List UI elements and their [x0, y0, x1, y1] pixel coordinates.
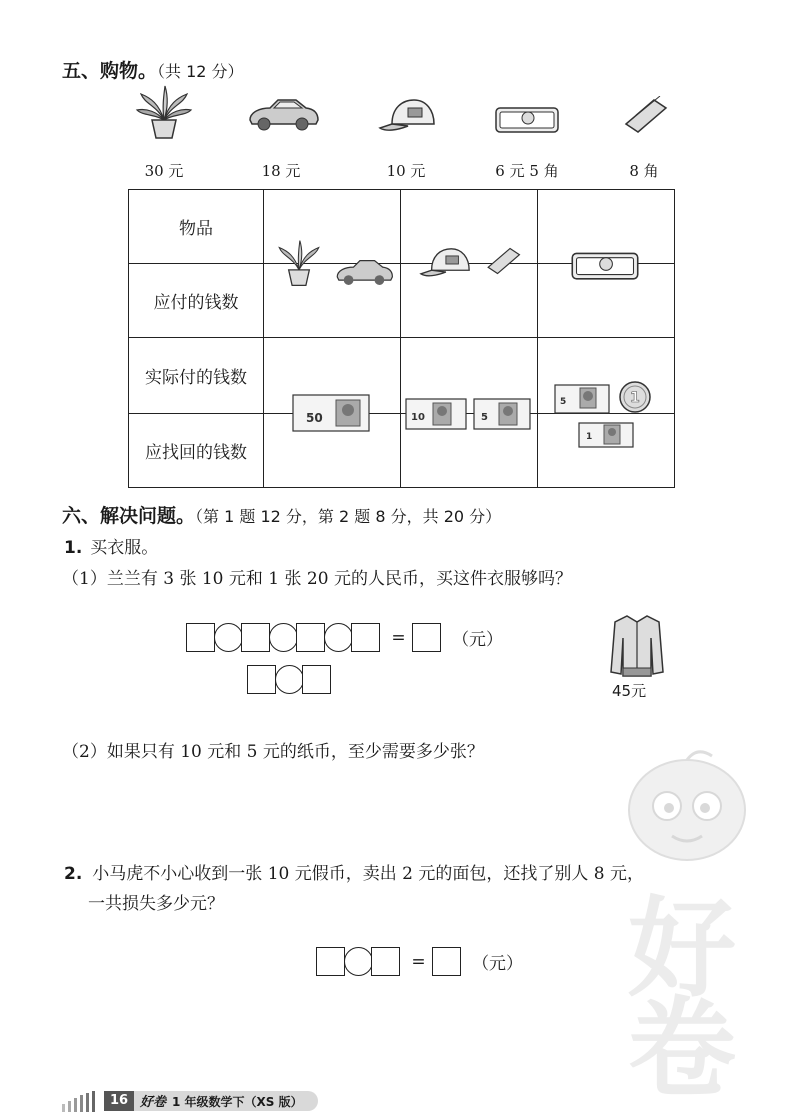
goods-cell-2	[401, 190, 538, 264]
price-eraser: 8 角	[629, 162, 659, 180]
jacket-icon	[609, 612, 665, 678]
shopping-table	[128, 189, 675, 488]
operator-circle[interactable]	[324, 623, 353, 652]
coin-1-icon	[618, 380, 652, 414]
toy-car-icon	[334, 257, 394, 287]
plant-icon	[274, 237, 324, 289]
answer-box[interactable]	[247, 665, 276, 694]
price-plant: 30 元	[144, 162, 184, 180]
section-5-title: 五、购物。	[62, 60, 158, 82]
q2-text-line1: 小马虎不小心收到一张 10 元假币，卖出 2 元的面包，还找了别人 8 元，	[92, 864, 644, 884]
banknote-10-label: 10	[411, 411, 425, 423]
answer-box[interactable]	[241, 623, 270, 652]
result-box[interactable]	[412, 623, 441, 652]
q2-equation	[316, 947, 529, 976]
coin-1-label: 1	[630, 389, 640, 406]
row-label-actually-paid: 实际付的钱数	[129, 338, 264, 414]
eraser-icon	[485, 245, 521, 277]
paid-cell-2	[401, 338, 538, 423]
section-6-title: 六、解决问题。	[62, 505, 196, 527]
q2-number: 2.	[64, 864, 83, 884]
banknote-1-icon	[578, 422, 634, 448]
q1-comparison	[247, 665, 331, 694]
jacket-price: 45元	[612, 682, 647, 700]
paid-cell-1	[264, 338, 401, 425]
price-pencil-case: 6 元 5 角	[495, 162, 559, 180]
cap-icon	[419, 247, 471, 281]
banknote-5-label: 5	[481, 411, 488, 423]
pencil-case-icon	[494, 100, 560, 136]
cap-icon	[378, 98, 436, 136]
q2-line2: 一共损失多少元？	[88, 894, 224, 914]
goods-cell-1	[264, 190, 401, 264]
answer-box[interactable]	[316, 947, 345, 976]
unit-label: （元）	[452, 630, 504, 650]
watermark-char-2: 卷	[628, 987, 737, 1112]
page-number: 16	[104, 1091, 134, 1111]
banknote-5-small-label: 5	[560, 396, 567, 407]
result-box[interactable]	[432, 947, 461, 976]
answer-box[interactable]	[302, 665, 331, 694]
q2-line1	[64, 859, 644, 884]
unit-label: （元）	[472, 954, 524, 974]
operator-circle[interactable]	[269, 623, 298, 652]
pencil-case-icon	[570, 245, 640, 283]
section-6-heading	[62, 501, 501, 528]
section-6-score: （第 1 题 12 分，第 2 题 8 分，共 20 分）	[195, 507, 502, 526]
banknote-50-icon	[292, 394, 370, 432]
equals-sign: =	[391, 627, 406, 648]
row-label-change: 应找回的钱数	[129, 414, 264, 488]
eraser-icon	[622, 96, 668, 136]
q1-title: 买衣服。	[90, 538, 159, 558]
plant-icon	[135, 84, 193, 140]
section-5-score: （共 12 分）	[157, 62, 244, 81]
operator-circle[interactable]	[214, 623, 243, 652]
footer-brand: 好卷	[140, 1095, 167, 1110]
row-label-should-pay: 应付的钱数	[129, 264, 264, 338]
paid-cell-3	[538, 338, 675, 442]
operator-circle[interactable]	[344, 947, 373, 976]
compare-circle[interactable]	[275, 665, 304, 694]
section-5-heading	[62, 56, 244, 83]
goods-cell-3	[538, 190, 675, 264]
banknote-5-icon	[473, 398, 531, 430]
q1-heading	[64, 533, 158, 558]
answer-box[interactable]	[371, 947, 400, 976]
answer-box[interactable]	[351, 623, 380, 652]
equals-sign: =	[411, 951, 426, 972]
mascot-watermark-icon	[612, 748, 762, 868]
toy-car-icon	[246, 96, 320, 132]
banknote-1-label: 1	[586, 431, 593, 442]
row-label-goods: 物品	[129, 190, 264, 264]
price-cap: 10 元	[386, 162, 426, 180]
footer-bars-icon	[60, 1090, 104, 1112]
answer-box[interactable]	[296, 623, 325, 652]
banknote-50-label: 50	[306, 410, 323, 425]
footer	[60, 1090, 318, 1112]
banknote-5-small-icon	[554, 384, 610, 414]
footer-label	[134, 1091, 318, 1111]
answer-box[interactable]	[186, 623, 215, 652]
q1-part2: （2）如果只有 10 元和 5 元的纸币，至少需要多少张？	[62, 742, 484, 762]
q1-equation	[186, 623, 509, 652]
watermark-char-1: 好	[628, 887, 737, 1012]
q1-part1: （1）兰兰有 3 张 10 元和 1 张 20 元的人民币，买这件衣服够吗？	[62, 569, 572, 589]
banknote-10-icon	[405, 398, 467, 430]
price-toy-car: 18 元	[261, 162, 301, 180]
q1-number: 1.	[64, 538, 83, 558]
footer-book-title: 1 年级数学下（XS 版）	[172, 1095, 303, 1109]
